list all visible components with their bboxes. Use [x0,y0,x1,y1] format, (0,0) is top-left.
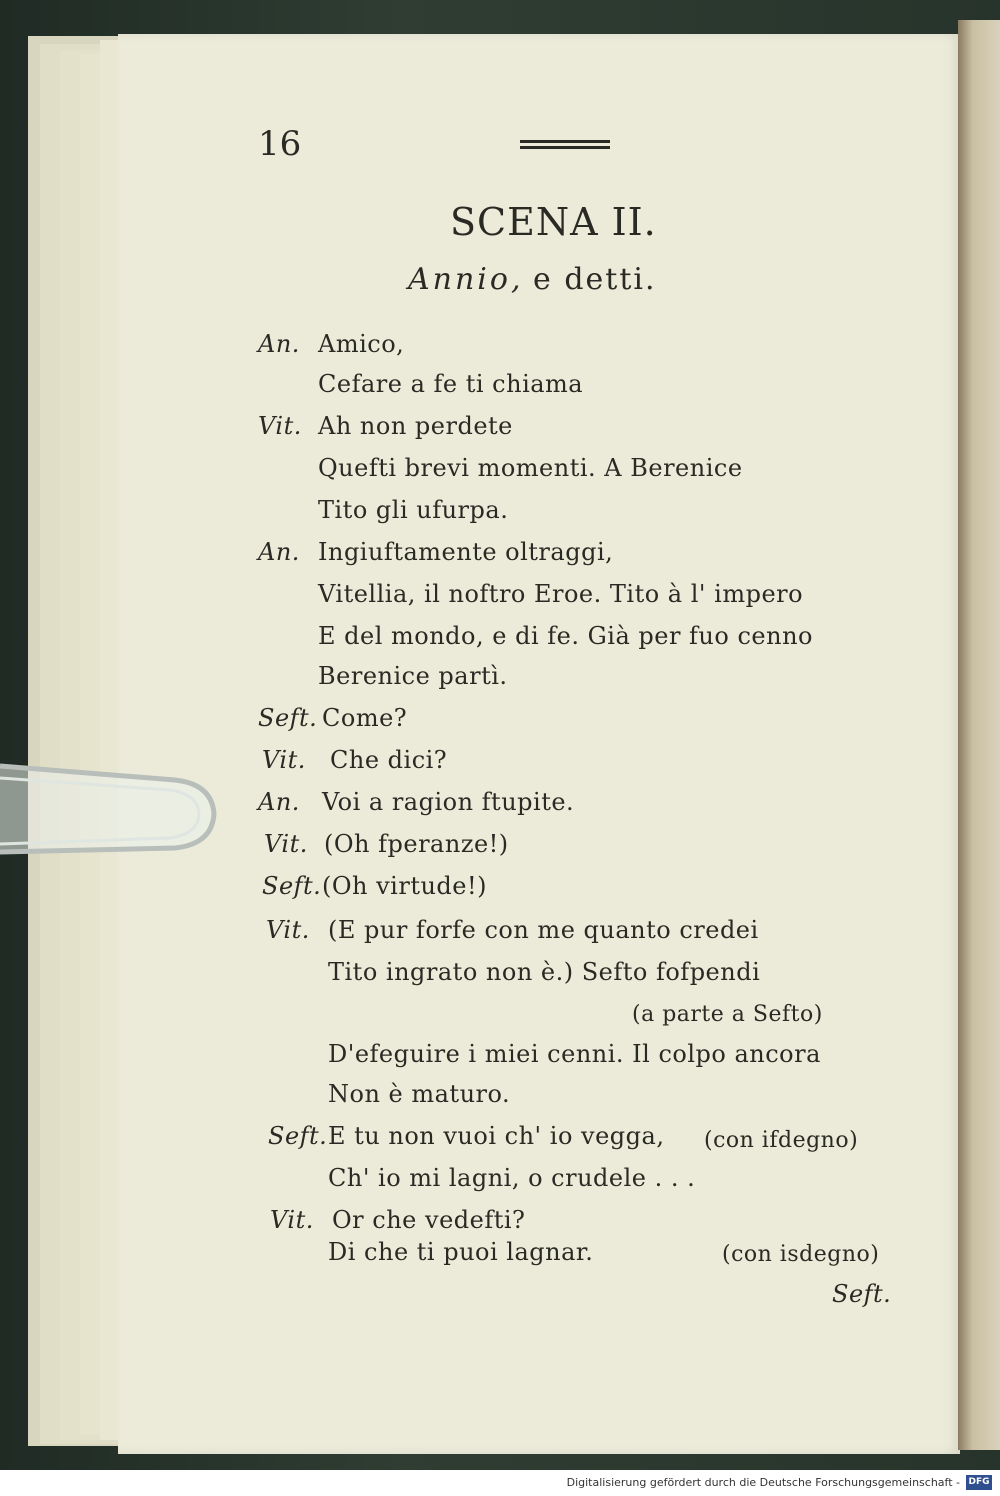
stage-direction: (a parte a Sefto) [632,1002,823,1027]
dialogue-line: Ingiuftamente oltraggi, [318,538,614,566]
dialogue-line: Vitellia, il noftro Eroe. Tito à l' impero [318,580,804,608]
dialogue-line: Non è maturo. [328,1080,511,1108]
scene-title: SCENA II. [450,200,657,244]
page-number: 16 [258,124,302,164]
dialogue-line: (Oh virtude!) [322,872,488,900]
speaker-label: Vit. [266,916,310,944]
stage-direction: (con ifdegno) [704,1128,859,1153]
character-name: Annio, [408,262,524,297]
dialogue-line: Amico, [318,330,405,358]
speaker-label: Seft. [268,1122,328,1150]
speaker-label: Seft. [262,872,322,900]
dialogue-line: Come? [322,704,408,732]
dialogue-line: Or che vedefti? [332,1206,526,1234]
scene-characters [408,262,657,297]
dialogue-line: Ch' io mi lagni, o crudele . . . [328,1164,696,1192]
dialogue-line: E del mondo, e di fe. Già per fuo cenno [318,622,813,650]
dialogue-line: Tito gli ufurpa. [318,496,509,524]
footer-credit: Digitalisierung gefördert durch die Deutsche Forschungsgemeinschaft - [566,1476,960,1489]
dialogue-line: Che dici? [330,746,448,774]
speaker-label: Vit. [264,830,308,858]
dialogue-line: Ah non perdete [318,412,513,440]
dialogue-line: Voi a ragion ftupite. [322,788,575,816]
catchword: Seft. [832,1280,892,1308]
dialogue-line: Di che ti puoi lagnar. [328,1238,594,1266]
dialogue-line: Tito ingrato non è.) Sefto fofpendi [328,958,761,986]
dialogue-line: (E pur forfe con me quanto credei [328,916,759,944]
page-clip [0,756,222,860]
speaker-label: Vit. [258,412,302,440]
speaker-label: An. [258,538,300,566]
footer-bar [0,1470,1000,1496]
dialogue-line: Cefare a fe ti chiama [318,370,584,398]
dialogue-line: (Oh fperanze!) [324,830,509,858]
dialogue-line: E tu non vuoi ch' io vegga, [328,1122,665,1150]
dfg-logo: DFG [966,1475,992,1490]
dialogue-line: Berenice partì. [318,662,508,690]
dialogue-line: D'efeguire i miei cenni. Il colpo ancora [328,1040,821,1068]
speaker-label: Seft. [258,704,318,732]
speaker-label: An. [258,330,300,358]
speaker-label: Vit. [270,1206,314,1234]
speaker-label: An. [258,788,300,816]
speaker-label: Vit. [262,746,306,774]
binding-edge [958,20,1000,1450]
scene-characters-rest: e detti. [533,262,657,297]
stage-direction: (con isdegno) [722,1242,880,1267]
dialogue-line: Quefti brevi momenti. A Berenice [318,454,743,482]
ornamental-rule [520,140,610,152]
